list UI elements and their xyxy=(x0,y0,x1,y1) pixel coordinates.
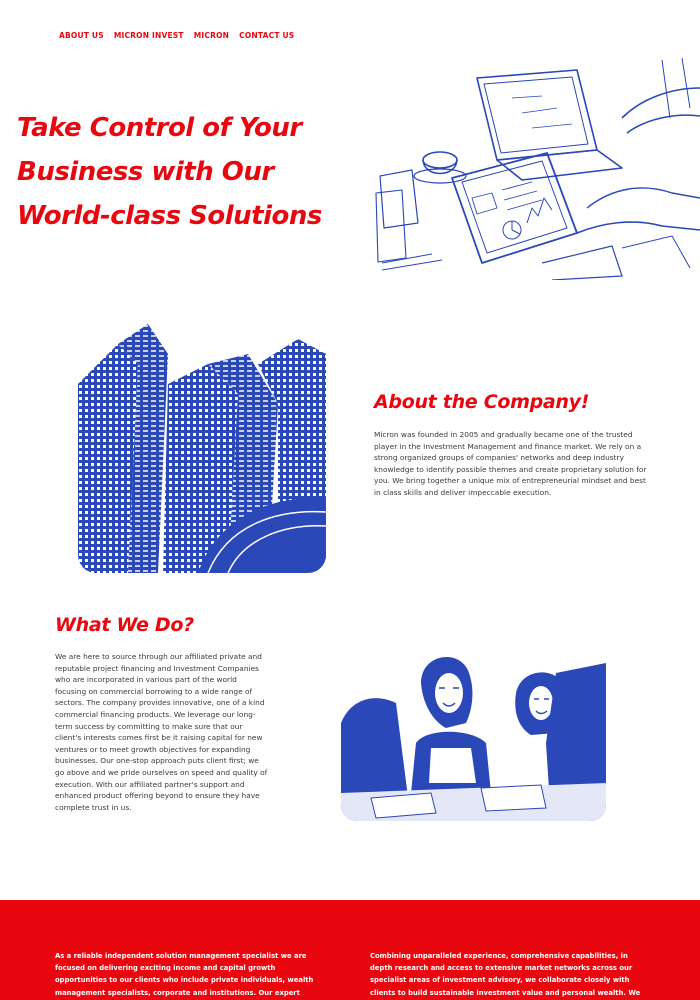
info-band-right-text: Combining unparalleled experience, comprehensive capabilities, in depth research and access to extensive market networks across our specialist areas of investment advisory, we collaborate closely with clients to build sustainable investment value and personal wealth. We xyxy=(370,952,641,997)
nav-contact-us[interactable]: CONTACT US xyxy=(239,31,295,40)
nav-micron-invest[interactable]: MICRON INVEST xyxy=(113,31,184,40)
nav-about-us[interactable]: ABOUT US xyxy=(59,31,104,40)
about-text: Micron was founded in 2005 and gradually became one of the trusted player in the Investment Management and finance market. We rely on a strong organized groups of companies' networks and deep industry knowledge to identify possible themes and create proprietary solution for you. We bring together a unique mix of entrepreneurial mindset and best in class skills and deliver impeccable execution. xyxy=(374,430,647,497)
what-we-do-text: We are here to source through our affiliated private and reputable project financing and Investment Companies who are incorporated in various part of the world focusing on commercial borrowing to a wide range of sectors. The company provides innovative, one of a kind commercial financing products. We leverage our long-term success by committing to make sure that our client's interests comes first be it raising capital for new ventures or to meet growth objectives for expanding businesses. Our one-stop approach puts client first; we go above and we pride ourselves on speed and quality of execution. With our affiliated partner's support and enhanced product offering beyond to ensure they have complete trust in us. xyxy=(55,652,268,812)
what-we-do-title: What We Do? xyxy=(55,614,194,636)
info-band xyxy=(0,900,700,1000)
office-desk-illustration xyxy=(372,58,700,280)
info-band-left-text: As a reliable independent solution management specialist we are focused on delivering exciting income and capital growth opportunities to our clients who include private individuals, wealth management specialists, corporate and institutions. Our expert xyxy=(55,952,314,997)
about-title: About the Company! xyxy=(374,391,590,413)
nav-micron[interactable]: MICRON xyxy=(193,31,230,40)
hero-title: Take Control of Your Business with Our World-class Solutions xyxy=(17,113,322,231)
skyscraper-image xyxy=(78,324,326,573)
team-meeting-image xyxy=(341,643,606,821)
top-nav xyxy=(59,31,294,40)
